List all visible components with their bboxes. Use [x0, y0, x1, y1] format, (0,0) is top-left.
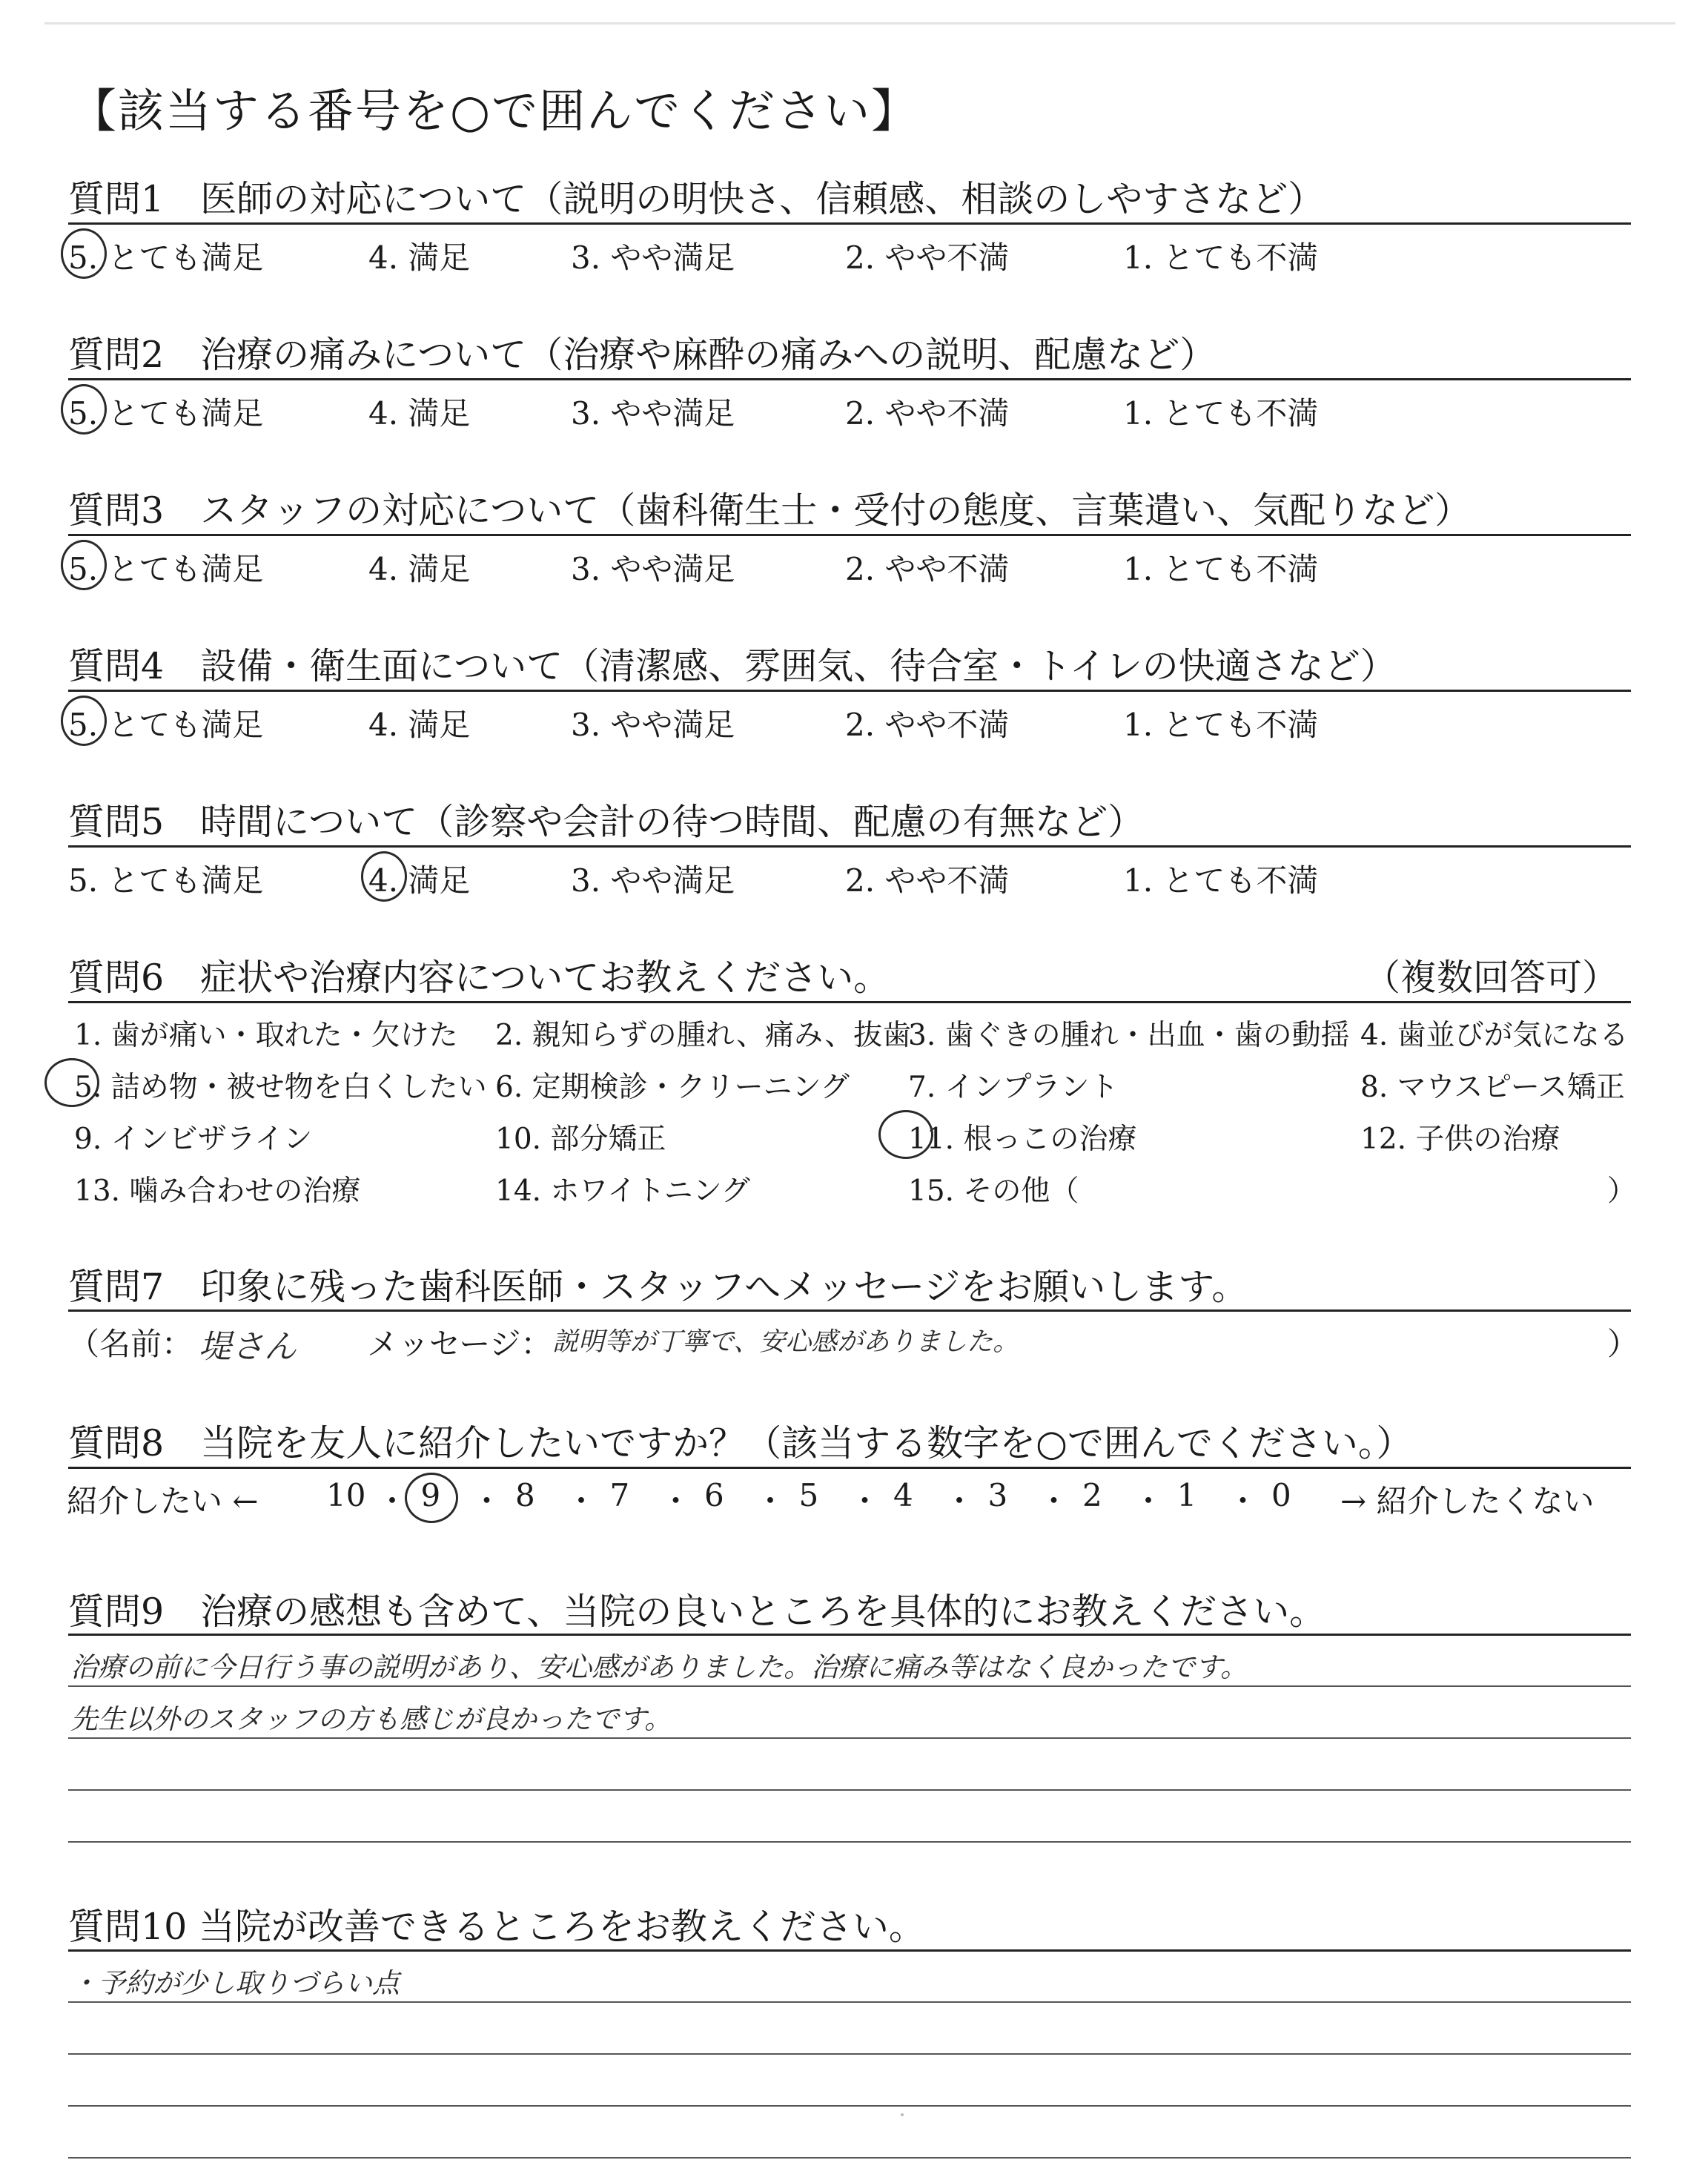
q8-separator: ・ [471, 1483, 503, 1519]
q6-item-11[interactable]: 11. 根っこの治療 [908, 1123, 1137, 1156]
q6-note: （複数回答可） [1364, 957, 1619, 999]
q5-option-5[interactable]: 5. とても満足 [68, 862, 264, 899]
q9-rule [68, 1634, 1631, 1636]
q2-rule [68, 378, 1631, 380]
q7-rule [68, 1309, 1631, 1312]
q6-item-3[interactable]: 3. 歯ぐきの腫れ・出血・歯の動揺 [908, 1019, 1350, 1052]
q10-line-rule [68, 2053, 1631, 2055]
q8-label: 質問8 当院を友人に紹介したいですか？（該当する数字を○で囲んでください。） [68, 1422, 1413, 1464]
form-title: 【該当する番号を○で囲んでください】 [70, 84, 919, 138]
q10-line-rule [68, 2001, 1631, 2003]
q4-option-2[interactable]: 2. やや不満 [845, 707, 1010, 743]
q4-option-1[interactable]: 1. とても不満 [1123, 707, 1319, 743]
q7-message-value[interactable]: 説明等が丁寧で、安心感がありました。 [552, 1327, 1019, 1357]
q8-separator: ・ [1038, 1483, 1070, 1519]
q10-label: 質問10 当院が改善できるところをお教えください。 [68, 1906, 925, 1948]
q6-item-2[interactable]: 2. 親知らずの腫れ、痛み、抜歯 [495, 1019, 912, 1052]
q8-scale-4[interactable]: 4 [893, 1477, 913, 1513]
q6-item-14[interactable]: 14. ホワイトニング [495, 1175, 750, 1208]
q9-line-rule [68, 1737, 1631, 1739]
q8-separator: ・ [944, 1483, 976, 1519]
scan-speck [901, 2113, 904, 2116]
q5-option-4[interactable]: 4. 満足 [368, 862, 471, 899]
q4-option-4[interactable]: 4. 満足 [368, 707, 471, 743]
q5-rule [68, 845, 1631, 848]
q8-separator: ・ [660, 1483, 692, 1519]
q8-right-label: → 紹介したくない [1340, 1483, 1595, 1519]
top-border [44, 22, 1675, 24]
q9-line-rule [68, 1841, 1631, 1843]
q7-name-prefix: （名前： [68, 1326, 193, 1362]
q3-option-2[interactable]: 2. やや不満 [845, 551, 1010, 587]
q5-option-3[interactable]: 3. やや満足 [571, 862, 735, 899]
q3-label: 質問3 スタッフの対応について（歯科衛生士・受付の態度、言葉遣い、気配りなど） [68, 489, 1472, 532]
q5-option-2[interactable]: 2. やや不満 [845, 862, 1010, 899]
q6-item-9[interactable]: 9. インビザライン [74, 1123, 313, 1156]
q5-option-1[interactable]: 1. とても不満 [1123, 862, 1319, 899]
q8-separator: ・ [849, 1483, 881, 1519]
q8-scale-0[interactable]: 0 [1271, 1477, 1291, 1513]
q1-option-5[interactable]: 5. とても満足 [68, 240, 264, 276]
q10-answer-line-1[interactable]: ・予約が少し取りづらい点 [70, 1967, 400, 1999]
q4-option-3[interactable]: 3. やや満足 [571, 707, 735, 743]
q6-item-5[interactable]: 5. 詰め物・被せ物を白くしたい [74, 1071, 487, 1104]
q2-option-2[interactable]: 2. やや不満 [845, 395, 1010, 432]
q9-line-rule [68, 1789, 1631, 1791]
q6-item-1[interactable]: 1. 歯が痛い・取れた・欠けた [74, 1019, 458, 1052]
q8-separator: ・ [377, 1483, 408, 1519]
q3-option-4[interactable]: 4. 満足 [368, 551, 471, 587]
q8-scale-3[interactable]: 3 [987, 1477, 1008, 1513]
q6-item-13[interactable]: 13. 噛み合わせの治療 [74, 1175, 361, 1208]
q8-scale-5[interactable]: 5 [798, 1477, 819, 1513]
q9-label: 質問9 治療の感想も含めて、当院の良いところを具体的にお教えください。 [68, 1591, 1326, 1633]
q8-scale-7[interactable]: 7 [609, 1477, 630, 1513]
q6-label: 質問6 症状や治療内容についてお教えください。 [68, 957, 890, 999]
q8-rule [68, 1467, 1631, 1469]
q8-scale-1[interactable]: 1 [1176, 1477, 1197, 1513]
q8-scale-10[interactable]: 10 [326, 1477, 366, 1513]
q9-line-rule [68, 1685, 1631, 1687]
q2-option-5[interactable]: 5. とても満足 [68, 395, 264, 432]
q3-option-5[interactable]: 5. とても満足 [68, 551, 264, 587]
q6-rule [68, 1001, 1631, 1003]
q8-scale-9[interactable]: 9 [420, 1477, 441, 1513]
q2-option-4[interactable]: 4. 満足 [368, 395, 471, 432]
q7-message-prefix: メッセージ： [367, 1326, 552, 1362]
q7-name-value[interactable]: 堤さん [199, 1328, 297, 1366]
q4-label: 質問4 設備・衛生面について（清潔感、雰囲気、待合室・トイレの快適さなど） [68, 645, 1397, 687]
q8-separator: ・ [755, 1483, 787, 1519]
q10-rule [68, 1949, 1631, 1952]
q9-answer-line-1[interactable]: 治療の前に今日行う事の説明があり、安心感がありました。治療に痛み等はなく良かったです。 [70, 1651, 1248, 1683]
q1-option-1[interactable]: 1. とても不満 [1123, 240, 1319, 276]
q5-label: 質問5 時間について（診察や会計の待つ時間、配慮の有無など） [68, 801, 1145, 843]
q6-other-close-paren: ） [1607, 1175, 1637, 1208]
q8-left-label: 紹介したい ← [67, 1483, 259, 1519]
q2-option-3[interactable]: 3. やや満足 [571, 395, 735, 432]
q6-item-15[interactable]: 15. その他（ [908, 1175, 1079, 1208]
q1-option-2[interactable]: 2. やや不満 [845, 240, 1010, 276]
q3-option-1[interactable]: 1. とても不満 [1123, 551, 1319, 587]
q6-item-12[interactable]: 12. 子供の治療 [1360, 1123, 1560, 1156]
q9-answer-line-2[interactable]: 先生以外のスタッフの方も感じが良かったです。 [70, 1703, 672, 1735]
q8-separator: ・ [1133, 1483, 1165, 1519]
q6-item-10[interactable]: 10. 部分矯正 [495, 1123, 666, 1156]
q7-label: 質問7 印象に残った歯科医師・スタッフへメッセージをお願いします。 [68, 1266, 1248, 1308]
q6-item-8[interactable]: 8. マウスピース矯正 [1360, 1071, 1625, 1104]
q4-option-5[interactable]: 5. とても満足 [68, 707, 264, 743]
q8-scale-2[interactable]: 2 [1082, 1477, 1102, 1513]
q8-separator: ・ [566, 1483, 598, 1519]
q8-separator: ・ [1227, 1483, 1259, 1519]
q2-label: 質問2 治療の痛みについて（治療や麻酔の痛みへの説明、配慮など） [68, 334, 1217, 376]
q8-scale-8[interactable]: 8 [515, 1477, 535, 1513]
q6-item-7[interactable]: 7. インプラント [908, 1071, 1119, 1104]
q7-close-paren: ） [1607, 1326, 1639, 1362]
q10-line-rule [68, 2157, 1631, 2159]
q1-label: 質問1 医師の対応について（説明の明快さ、信頼感、相談のしやすさなど） [68, 178, 1325, 220]
q3-option-3[interactable]: 3. やや満足 [571, 551, 735, 587]
q1-rule [68, 222, 1631, 225]
q2-option-1[interactable]: 1. とても不満 [1123, 395, 1319, 432]
q1-option-4[interactable]: 4. 満足 [368, 240, 471, 276]
q8-scale-6[interactable]: 6 [704, 1477, 724, 1513]
q6-item-4[interactable]: 4. 歯並びが気になる [1360, 1019, 1629, 1052]
q3-rule [68, 534, 1631, 536]
q10-line-rule [68, 2105, 1631, 2107]
q4-rule [68, 690, 1631, 692]
q6-item-6[interactable]: 6. 定期検診・クリーニング [495, 1071, 850, 1104]
q1-option-3[interactable]: 3. やや満足 [571, 240, 735, 276]
